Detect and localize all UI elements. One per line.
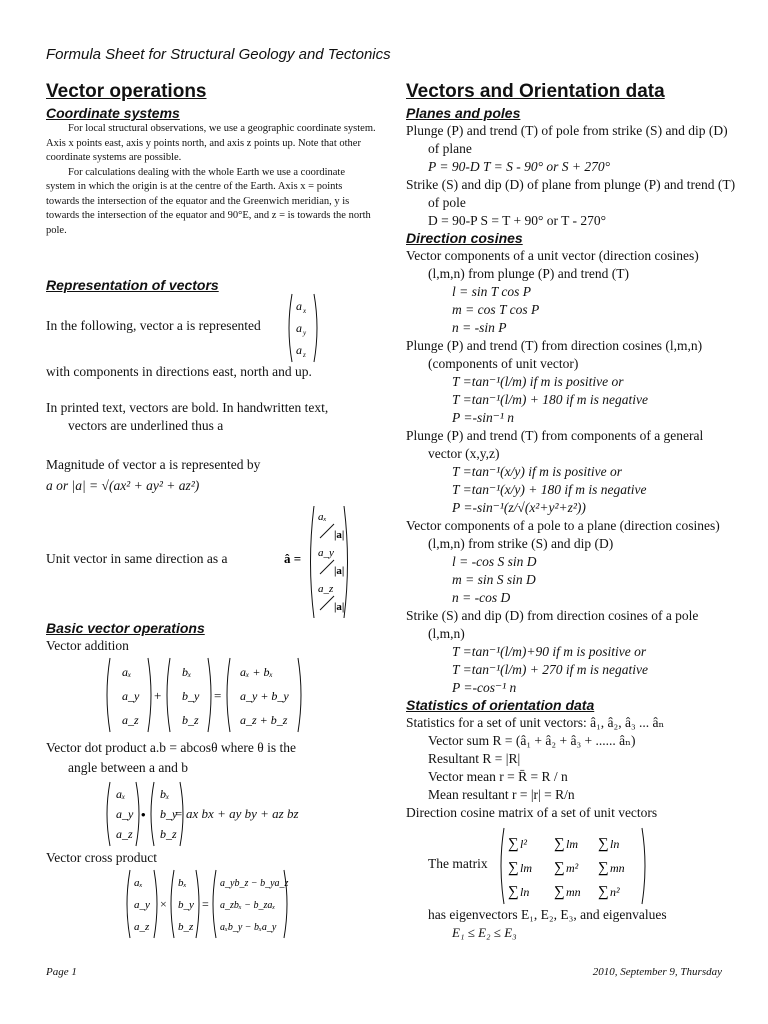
svg-text:|a|: |a| (334, 565, 345, 577)
dc-formula-1b: m = cos T cos P (452, 302, 540, 317)
svg-text:∑: ∑ (508, 884, 519, 900)
svg-text:∑: ∑ (554, 860, 565, 876)
coordinate-text (46, 122, 376, 238)
svg-text:b_z: b_z (182, 713, 199, 727)
svg-text:bₓ: bₓ (182, 665, 192, 679)
dc-formula-4b: m = sin S sin D (452, 572, 536, 587)
svg-text:x: x (303, 307, 307, 315)
dot-line-2: angle between a and b (68, 760, 188, 775)
svg-text:|a|: |a| (334, 601, 345, 613)
pp-formula-1: P = 90-D T = S - 90° or S + 270° (428, 159, 611, 174)
svg-text:•: • (141, 807, 146, 822)
svg-text:mn: mn (566, 885, 581, 899)
svg-text:∑: ∑ (508, 836, 519, 852)
svg-text:n²: n² (610, 885, 620, 899)
svg-text:a_z: a_z (122, 713, 139, 727)
stats-resultant: Resultant R = |R| (428, 751, 521, 766)
svg-text:a_yb_z − b_ya_z: a_yb_z − b_ya_z (220, 878, 289, 889)
dc-formula-4c: n = -cos D (452, 590, 511, 605)
footer-date: 2010, September 9, Thursday (592, 966, 722, 978)
svg-text:ln: ln (610, 837, 620, 851)
svg-text:a: a (296, 343, 302, 357)
magnitude-line: Magnitude of vector a is represented by (46, 457, 261, 472)
right-column (406, 80, 736, 822)
svg-text:∑: ∑ (598, 836, 609, 852)
stats-vector-sum: Vector sum R = (â₁ + â₂ + â₃ + ...... âₙ) (428, 733, 636, 748)
svg-text:∑: ∑ (598, 860, 609, 876)
svg-text:a_z + b_z: a_z + b_z (240, 713, 288, 727)
svg-text:y: y (303, 329, 307, 337)
svg-text:|a|: |a| (334, 529, 345, 541)
svg-text:∑: ∑ (554, 884, 565, 900)
svg-text:â =: â = (284, 551, 302, 566)
direction-cosines-heading: Direction cosines (406, 230, 523, 246)
svg-text:=: = (202, 897, 209, 911)
svg-text:a_y: a_y (116, 807, 134, 821)
coordinate-systems-heading: Coordinate systems (46, 105, 180, 121)
dc-formula-2a: T =tan⁻¹(l/m) if m is positive or (452, 374, 624, 389)
vector-a-column (284, 292, 324, 364)
svg-text:b_y: b_y (182, 689, 200, 703)
svg-text:lm: lm (520, 861, 532, 875)
svg-text:a_y + b_y: a_y + b_y (240, 689, 289, 703)
svg-text:∑: ∑ (554, 836, 565, 852)
dcm-text: Direction cosine matrix of a set of unit vectors (406, 805, 658, 820)
dc-text-5: Strike (S) and dip (D) from direction cosines of a pole (l,m,n) (406, 608, 699, 641)
rep-line-1: In the following, vector a is represented (46, 318, 261, 333)
vector-operations-title: Vector operations (46, 81, 207, 102)
svg-text:lm: lm (566, 837, 578, 851)
dc-formula-2b: T =tan⁻¹(l/m) + 180 if m is negative (452, 392, 649, 407)
svg-text:∑: ∑ (508, 860, 519, 876)
dc-formula-3b: T =tan⁻¹(x/y) + 180 if m is negative (452, 482, 647, 497)
svg-text:b_z: b_z (160, 827, 177, 841)
svg-text:a_z: a_z (318, 583, 334, 595)
stats-text: Statistics for a set of unit vectors: â₁, â₂, â₃ ... âₙ (406, 715, 665, 730)
dc-text-3: Plunge (P) and trend (T) from components of a general vector (x,y,z) (406, 428, 704, 461)
dc-text-1: Vector components of a unit vector (direction cosines) (l,m,n) from plunge (P) and trend (T) (406, 248, 699, 281)
pp-formula-2: D = 90-P S = T + 90° or T - 270° (428, 213, 607, 228)
svg-text:mn: mn (610, 861, 625, 875)
svg-text:×: × (160, 897, 167, 911)
dc-formula-4a: l = -cos S sin D (452, 554, 537, 569)
unit-vector-formula (282, 504, 352, 620)
svg-text:a_z: a_z (116, 827, 133, 841)
dc-formula-3c: P =-sin⁻¹(z/√(x²+y²+z²)) (452, 500, 586, 515)
svg-text:=: = (214, 688, 222, 703)
left-column (46, 80, 376, 238)
svg-text:bₓ: bₓ (160, 787, 170, 801)
svg-text:b_y: b_y (178, 899, 194, 911)
pp-text-1: Plunge (P) and trend (T) of pole from strike (S) and dip (D) of plane (406, 123, 728, 156)
unit-vector-line: Unit vector in same direction as a (46, 551, 228, 566)
representation-heading: Representation of vectors (46, 277, 219, 293)
svg-text:a_y: a_y (134, 899, 150, 911)
pp-text-2: Strike (S) and dip (D) of plane from plunge (P) and trend (T) of pole (406, 177, 736, 210)
dc-formula-5a: T =tan⁻¹(l/m)+90 if m is positive or (452, 644, 647, 659)
rep-line-2: with components in directions east, north and up. (46, 364, 312, 379)
page-number: Page 1 (46, 966, 77, 978)
svg-text:m²: m² (566, 861, 579, 875)
svg-text:a_y: a_y (318, 547, 334, 559)
svg-text:aₓ: aₓ (122, 665, 132, 679)
printed-line-2: vectors are underlined thus a (68, 418, 224, 433)
svg-text:bₓ: bₓ (178, 877, 187, 889)
svg-text:b_y: b_y (160, 807, 178, 821)
dc-formula-5c: P =-cos⁻¹ n (452, 680, 517, 695)
printed-line-1: In printed text, vectors are bold. In handwritten text, (46, 400, 329, 415)
dot-line-1: Vector dot product a.b = abcosθ where θ is the (46, 740, 296, 755)
coord-paragraph-2: For calculations dealing with the whole Earth we use a coordinate system in which the origin is at the centre of the Earth. Axis x = points towards the intersection of the equator and the Greenwich meridian, y is towards the intersection of the equator and 90°E, and z = is towards the north pole. (46, 166, 371, 236)
dc-formula-1c: n = -sin P (452, 320, 507, 335)
dc-text-4: Vector components of a pole to a plane (direction cosines) (l,m,n) from strike (S) and dip (D) (406, 518, 720, 551)
svg-text:aₓ: aₓ (134, 877, 143, 889)
svg-text:b_z: b_z (178, 921, 194, 933)
cross-product-label: Vector cross product (46, 850, 157, 865)
eigen-line: has eigenvectors E₁, E₂, E₃, and eigenvalues (428, 907, 667, 922)
svg-text:a: a (296, 299, 302, 313)
magnitude-formula: a or |a| = √(ax² + ay² + az²) (46, 478, 200, 493)
svg-text:z: z (303, 351, 306, 359)
matrix-label: The matrix (428, 856, 488, 871)
svg-text:a: a (296, 321, 302, 335)
svg-text:aₓb_y − bₓa_y: aₓb_y − bₓa_y (220, 922, 277, 933)
statistics-heading: Statistics of orientation data (406, 697, 595, 713)
svg-text:∑: ∑ (598, 884, 609, 900)
dc-formula-3a: T =tan⁻¹(x/y) if m is positive or (452, 464, 623, 479)
dot-product-result: = ax bx + ay by + az bz (174, 806, 299, 821)
planes-poles-heading: Planes and poles (406, 105, 521, 121)
cross-product-formula (124, 868, 292, 940)
dc-formula-2c: P =-sin⁻¹ n (452, 410, 515, 425)
svg-text:aₓ + bₓ: aₓ + bₓ (240, 665, 273, 679)
orientation-data-title: Vectors and Orientation data (406, 81, 665, 102)
dc-text-2: Plunge (P) and trend (T) from direction cosines (l,m,n) (components of unit vector) (406, 338, 703, 371)
dc-formula-5b: T =tan⁻¹(l/m) + 270 if m is negative (452, 662, 649, 677)
svg-text:aₓ: aₓ (318, 511, 327, 523)
stats-mean-resultant: Mean resultant r = |r| = R/n (428, 787, 575, 802)
vector-addition-label: Vector addition (46, 638, 129, 653)
svg-text:ln: ln (520, 885, 530, 899)
vector-addition-formula (104, 656, 304, 734)
eigen-formula: E₁ ≤ E₂ ≤ E₃ (452, 925, 517, 940)
svg-text:l²: l² (520, 837, 527, 851)
dc-formula-1a: l = sin T cos P (452, 284, 531, 299)
direction-cosine-matrix (498, 826, 648, 906)
svg-text:a_zbₓ − b_zaₓ: a_zbₓ − b_zaₓ (220, 900, 276, 911)
sheet-header: Formula Sheet for Structural Geology and Tectonics (46, 46, 391, 63)
svg-text:a_z: a_z (134, 921, 150, 933)
basic-ops-heading: Basic vector operations (46, 620, 205, 636)
svg-text:aₓ: aₓ (116, 787, 126, 801)
stats-vector-mean: Vector mean r = R̄ = R / n (428, 769, 568, 784)
svg-text:+: + (154, 688, 162, 703)
coord-paragraph-1: For local structural observations, we use a geographic coordinate system. Axis x points east, axis y points north, and axis z points up. Note that other coordinate systems are possible. (46, 123, 376, 163)
svg-text:a_y: a_y (122, 689, 140, 703)
